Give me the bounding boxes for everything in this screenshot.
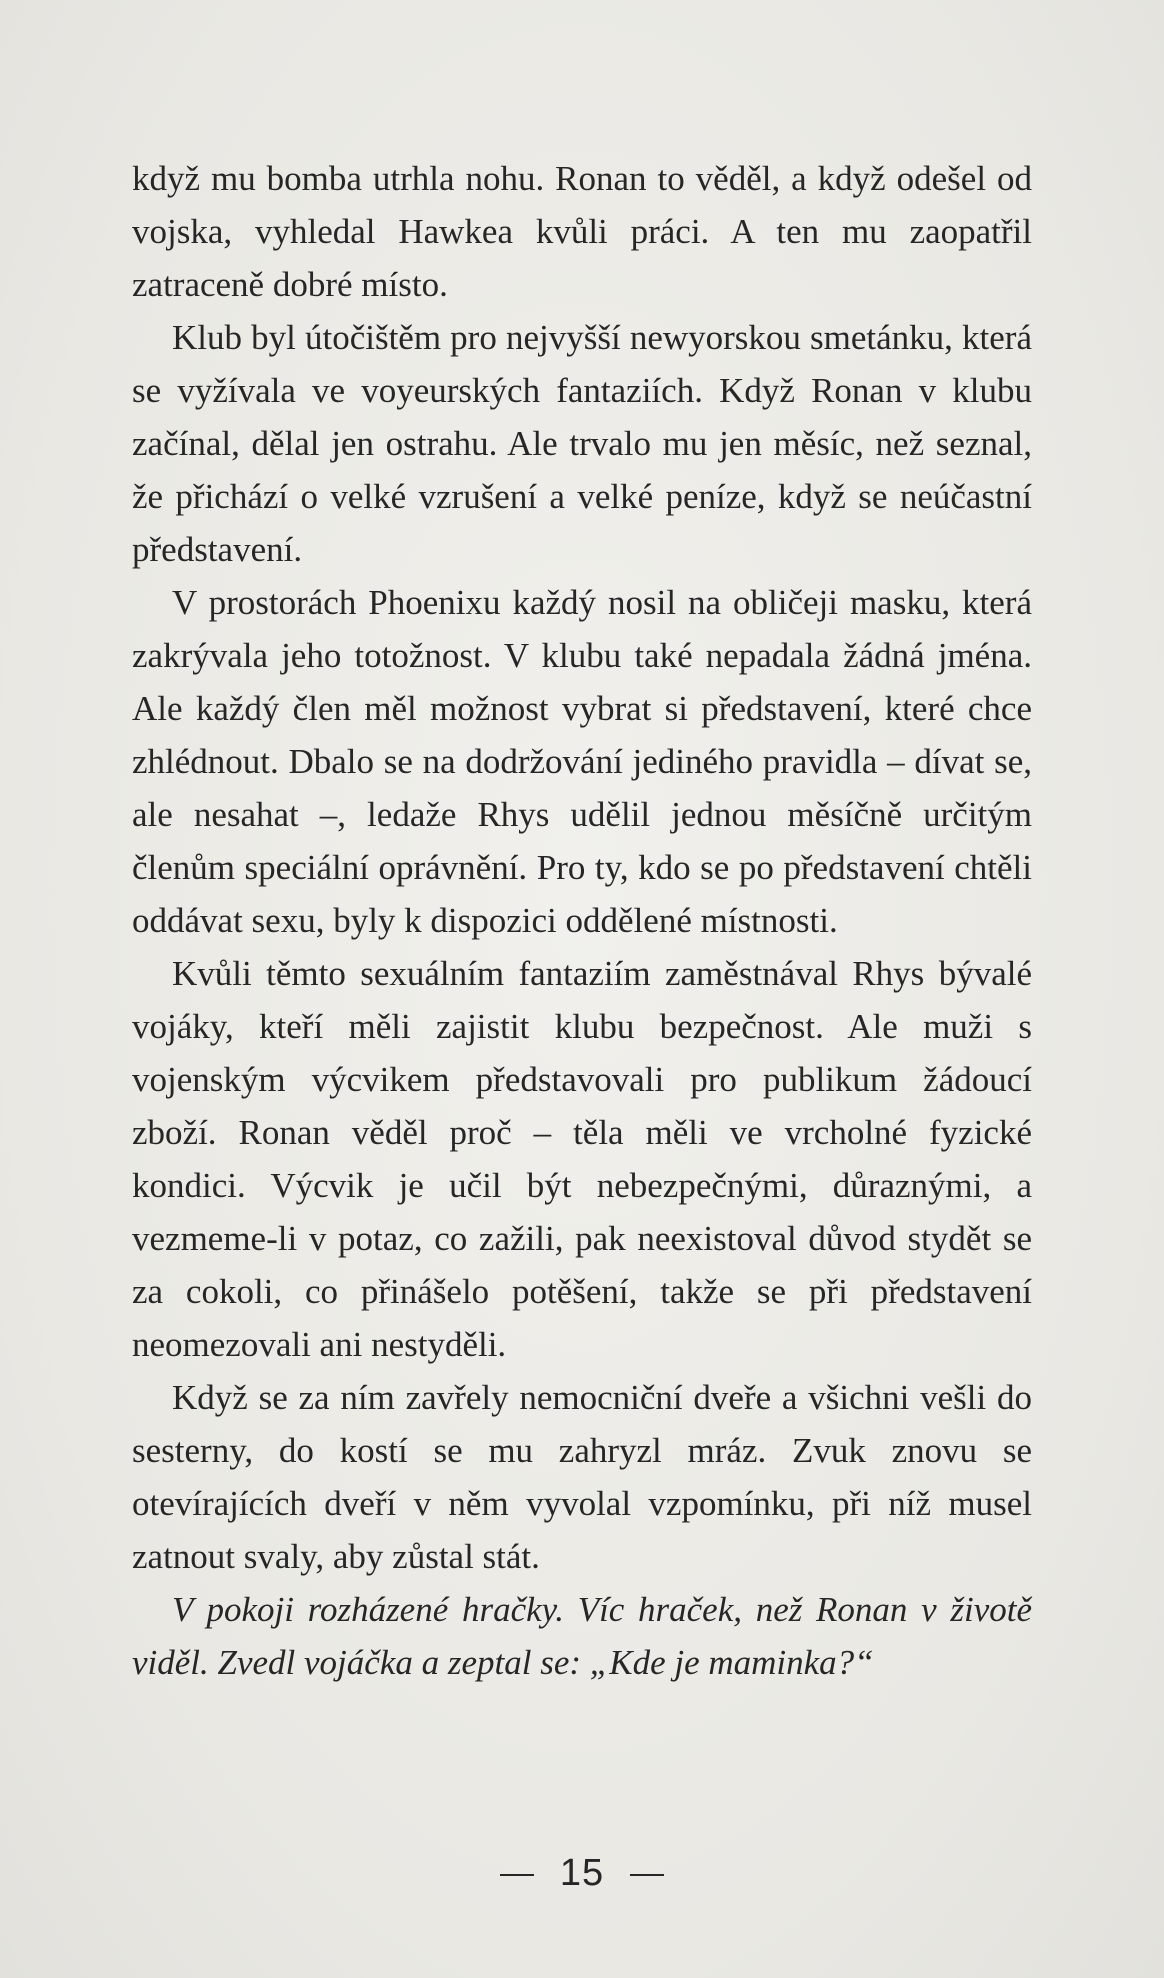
paragraph-4: Kvůli těmto sexuálním fantaziím zaměstnával Rhys bývalé vojáky, kteří měli zajistit klubu bezpečnost. Ale muži s vojenským výcvikem představovali pro publikum žádoucí zboží. Ronan věděl proč – těla měli ve vrcholné fyzické kondici. Výcvik je učil být nebezpečnými, důraznými, a vezmeme-li v potaz, co zažili, pak neexistoval důvod stydět se za cokoli, co přinášelo potěšení, takže se při představení neomezovali ani nestyděli.	[132, 954, 1032, 1364]
body-text	[132, 152, 1032, 1689]
paragraph-2: Klub byl útočištěm pro nejvyšší newyorskou smetánku, která se vyžívala ve voyeurských fantaziích. Když Ronan v klubu začínal, dělal jen ostrahu. Ale trvalo mu jen měsíc, než seznal, že přichází o velké vzrušení a velké peníze, když se neúčastní představení.	[132, 318, 1032, 569]
right-dash	[630, 1874, 664, 1876]
paragraph-3: V prostorách Phoenixu každý nosil na obličeji masku, která zakrývala jeho totožnost. V klubu také nepadala žádná jména. Ale každý člen měl možnost vybrat si představení, které chce zhlédnout. Dbalo se na dodržování jediného pravidla – dívat se, ale nesahat –, ledaže Rhys udělil jednou měsíčně určitým členům speciální oprávnění. Pro ty, kdo se po představení chtěli oddávat sexu, byly k dispozici oddělené místnosti.	[132, 583, 1032, 940]
page-number: 15	[559, 1852, 605, 1894]
paragraph-5: Když se za ním zavřely nemocniční dveře a všichni vešli do sesterny, do kostí se mu zahryzl mráz. Zvuk znovu se otevírajících dveří v něm vyvolal vzpomínku, při níž musel zatnout svaly, aby zůstal stát.	[132, 1378, 1032, 1576]
left-dash	[500, 1874, 534, 1876]
paragraph-6-italic: V pokoji rozházené hračky. Víc hraček, než Ronan v životě viděl. Zvedl vojáčka a zeptal se: „Kde je maminka?“	[132, 1590, 1032, 1682]
page-number-footer	[0, 1852, 1164, 1895]
paragraph-1: když mu bomba utrhla nohu. Ronan to věděl, a když odešel od vojska, vyhledal Hawkea kvůli práci. A ten mu zaopatřil zatraceně dobré místo.	[132, 159, 1032, 304]
